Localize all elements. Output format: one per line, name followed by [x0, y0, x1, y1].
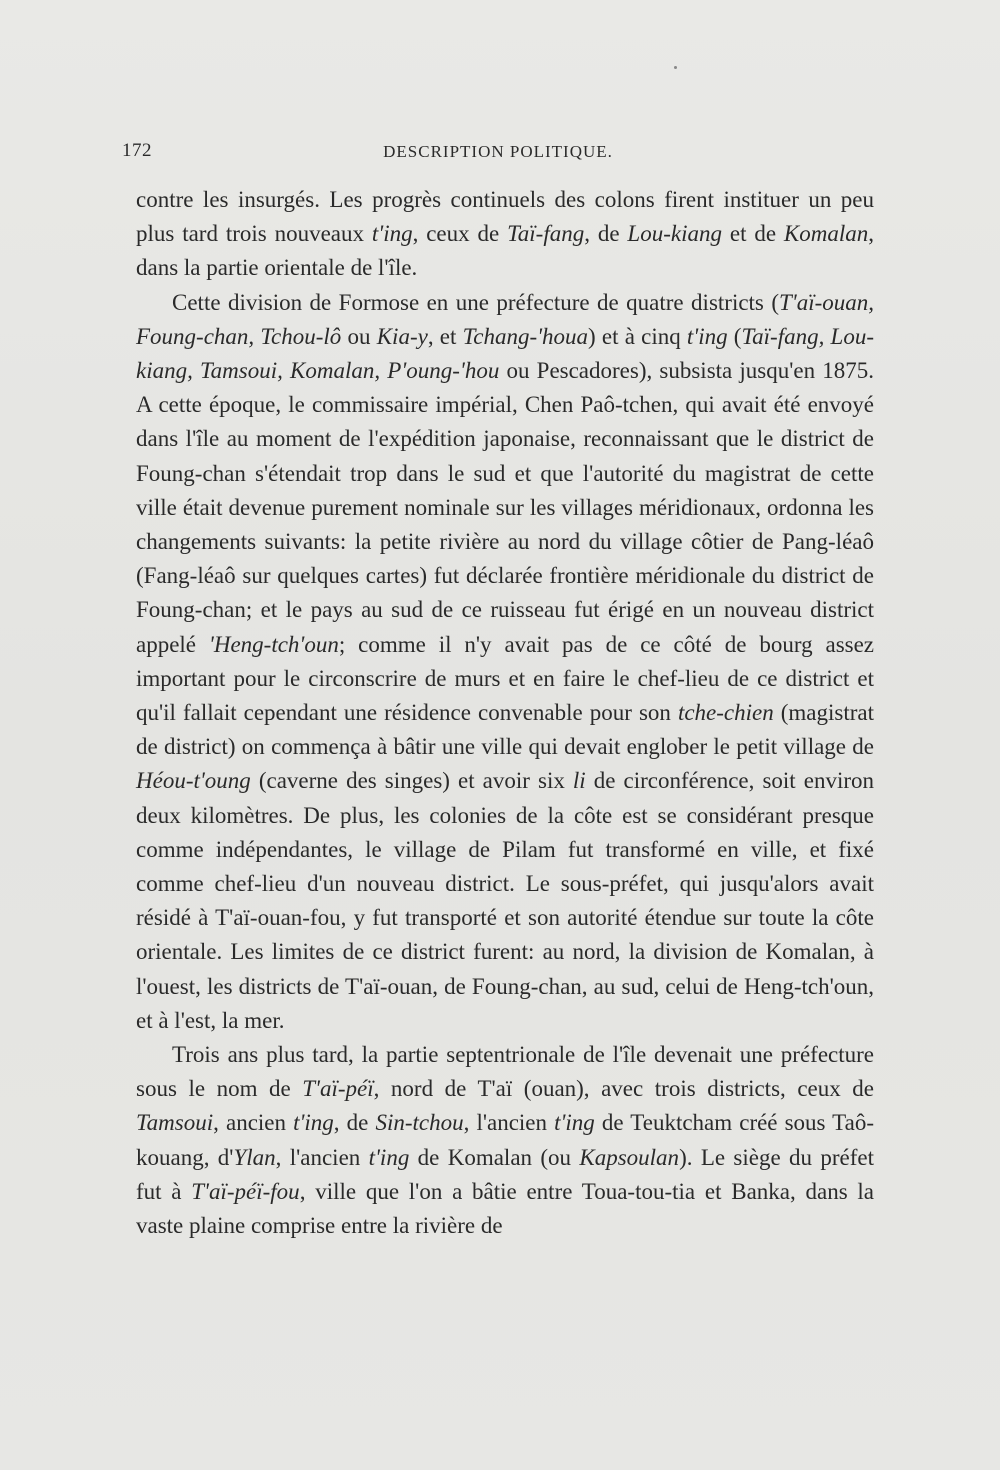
text-run: , de	[584, 221, 628, 247]
italic-term: Lou-kiang	[627, 221, 722, 247]
text-run: (	[727, 323, 742, 349]
text-run: , ceux de	[412, 221, 508, 247]
italic-term: t'ing	[293, 1110, 334, 1136]
text-run: ou	[341, 323, 377, 349]
italic-term: Héou-t'oung	[136, 768, 251, 794]
italic-term: T'aï-péï	[302, 1076, 374, 1102]
text-run: Cette division de Formose en une préfecture de quatre districts (	[172, 289, 779, 315]
italic-term: t'ing	[371, 221, 413, 247]
italic-term: Tchang-'houa	[462, 323, 589, 349]
italic-term: tche-chien	[677, 700, 774, 726]
text-run: (magistrat de district) on commença à bâtir une ville qui devait englober le petit village de	[136, 700, 874, 760]
italic-term: Sin-tchou	[375, 1110, 464, 1136]
text-run: , ancien	[213, 1110, 294, 1136]
text-run: ou Pescadores), subsista jusqu'en 1875. A cette époque, le commissaire impérial, Chen Paô-tchen, qui avait été envoyé dans l'île au moment de l'expédition japonaise, reconnaissant que le district de Foung-chan s'étendait trop dans le sud et que l'autorité du magistrat de cette ville était devenue purement nominale sur les villages méridionaux, ordonna les changements suivants: la petite rivière au nord du village côtier de Pang-léaô (Fang-léaô sur quelques cartes) fut déclarée frontière méridionale du district de Foung-chan; et le pays au sud de ce ruisseau fut érigé en un nouveau district appelé	[136, 358, 874, 657]
text-run: , dans la partie orientale de l'île.	[136, 221, 874, 281]
italic-term: t'ing	[368, 1144, 410, 1170]
paragraph-3	[136, 1038, 874, 1243]
italic-term: T'aï-péï-fou	[191, 1178, 300, 1204]
text-run: , ville que l'on a bâtie entre Toua-tou-tia et Banka, dans la vaste plaine comprise entre la rivière de	[136, 1178, 874, 1239]
italic-term: t'ing	[686, 323, 728, 349]
text-run: de Teuktcham créé sous Taô-kouang, d'	[136, 1110, 874, 1170]
italic-term: li	[572, 768, 586, 794]
italic-term: Tamsoui	[136, 1110, 214, 1136]
italic-term: Kapsoulan	[579, 1144, 680, 1170]
text-run: , l'ancien	[463, 1110, 555, 1136]
italic-term: Taï-fang, Lou-kiang, Tamsoui, Komalan, P'oung-'hou	[136, 323, 874, 384]
italic-term: Kia-y	[376, 323, 428, 349]
italic-term: Ylan	[233, 1144, 276, 1170]
text-run: Trois ans plus tard, la partie septentrionale de l'île devenait une préfecture sous le nom de	[136, 1042, 874, 1102]
text-run: ). Le siège du préfet fut à	[136, 1144, 874, 1204]
paragraph-2	[136, 286, 874, 1038]
text-run: ) et à cinq	[588, 323, 687, 349]
text-run: , de	[333, 1110, 376, 1136]
body-text	[136, 183, 874, 1243]
paper-speck	[674, 66, 677, 69]
text-run: (caverne des singes) et avoir six	[250, 768, 573, 794]
text-run: , l'ancien	[275, 1144, 369, 1170]
running-title: DESCRIPTION POLITIQUE.	[383, 142, 613, 161]
page-number: 172	[122, 140, 152, 161]
italic-term: 'Heng-tch'oun	[208, 631, 339, 657]
running-head	[122, 140, 874, 170]
paragraph-1	[136, 183, 874, 286]
italic-term: t'ing	[554, 1110, 595, 1136]
text-run: contre les insurgés. Les progrès continuels des colons firent instituer un peu plus tard trois nouveaux	[136, 187, 874, 247]
text-run: et de	[721, 221, 784, 247]
italic-term: Komalan	[783, 221, 869, 247]
italic-term: T'aï-ouan, Foung-chan, Tchou-lô	[136, 289, 874, 349]
text-run: ; comme il n'y avait pas de ce côté de bourg assez important pour le circonscrire de murs et en faire le chef-lieu de ce district et qu'il fallait cependant une résidence convenable pour son	[136, 631, 875, 726]
text-run: , et	[427, 323, 463, 349]
text-run: de Komalan (ou	[409, 1144, 580, 1170]
text-run: , nord de T'aï (ouan), avec trois districts, ceux de	[373, 1076, 874, 1102]
italic-term: Taï-fang	[507, 221, 585, 247]
text-run: de circonférence, soit environ deux kilomètres. De plus, les colonies de la côte est se considérant presque comme indépendantes, le village de Pilam fut transformé en ville, et fixé comme chef-lieu d'un nouveau district. Le sous-préfet, qui jusqu'alors avait résidé à T'aï-ouan-fou, y fut transporté et son autorité étendue sur toute la côte orientale. Les limites de ce district furent: au nord, la division de Komalan, à l'ouest, les districts de T'aï-ouan, de Foung-chan, au sud, celui de Heng-tch'oun, et à l'est, la mer.	[136, 768, 874, 1033]
